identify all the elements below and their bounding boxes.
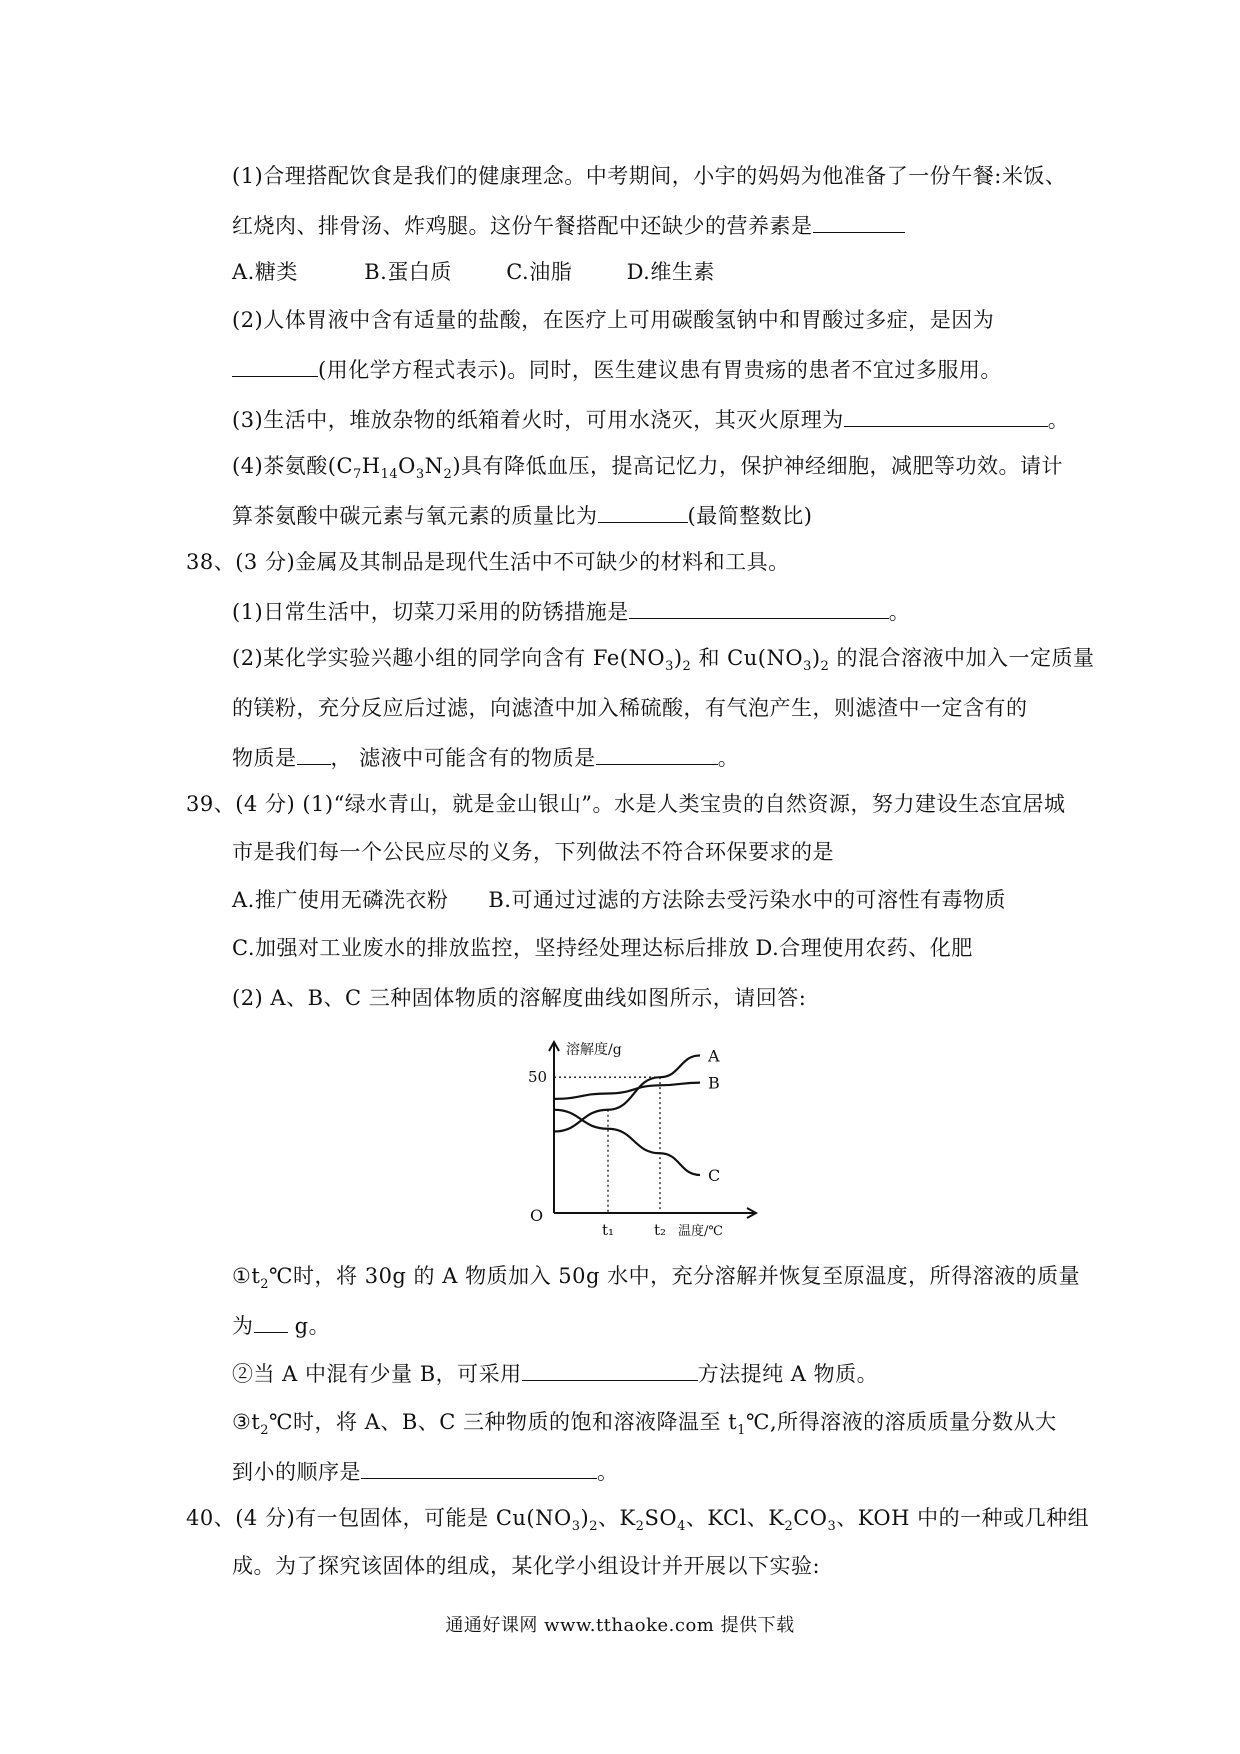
q40-stem-line2 xyxy=(232,1552,820,1580)
curve-a xyxy=(554,1055,700,1131)
option-d: D.维生素 xyxy=(626,260,715,284)
subscript: 2 xyxy=(682,659,692,675)
text: 40、(4 分)有一包固体，可能是 Cu(NO xyxy=(186,1506,572,1530)
q39-sub3-line1 xyxy=(232,1408,1057,1439)
text: (3)生活中，堆放杂物的纸箱着火时，可用水浇灭，其灭火原理为 xyxy=(232,408,844,432)
q37-options xyxy=(232,258,715,286)
q39-options-line2 xyxy=(232,934,973,962)
text: (用化学方程式表示)。同时，医生建议患有胃贵疡的患者不宜过多服用。 xyxy=(318,358,1002,382)
curve-label-a: A xyxy=(708,1046,720,1066)
text: 算茶氨酸中碳元素与氧元素的质量比为 xyxy=(232,504,598,528)
text: 。 xyxy=(717,746,740,770)
answer-blank[interactable] xyxy=(813,210,905,233)
q39-options-line1 xyxy=(232,886,1006,914)
q39-stem-line1 xyxy=(186,790,1066,818)
y-axis-label: 溶解度/g xyxy=(566,1042,622,1058)
subscript: 3 xyxy=(803,659,812,675)
subscript: 1 xyxy=(737,1423,746,1439)
answer-blank[interactable] xyxy=(596,742,718,765)
text: ℃时，将 30g 的 A 物质加入 50g 水中，充分溶解并恢复至原温度，所得溶液的质量 xyxy=(269,1264,1081,1288)
x-tick-label-t1: t₁ xyxy=(602,1221,615,1238)
option-a: A.糖类 xyxy=(232,260,298,284)
subscript: 4 xyxy=(677,1519,686,1535)
q39-sub2 xyxy=(232,1358,878,1388)
q37-part1-line2 xyxy=(232,210,905,240)
text: (1)合理搭配饮食是我们的健康理念。中考期间，小宇的妈妈为他准备了一份午餐:米饭、 xyxy=(232,164,1067,188)
text: CO xyxy=(793,1506,828,1530)
curve-label-c: C xyxy=(708,1165,721,1185)
origin-label: O xyxy=(530,1206,544,1225)
text: ) xyxy=(580,1506,590,1530)
text: 39、(4 分) (1)“绿水青山，就是金山银山”。水是人类宝贵的自然资源，努力建设生态宜居城 xyxy=(186,792,1066,816)
text: H xyxy=(361,454,381,478)
subscript: 3 xyxy=(415,467,425,483)
q37-part4-line2 xyxy=(232,500,812,530)
answer-blank[interactable] xyxy=(232,354,318,377)
text: (1)日常生活中，切菜刀采用的防锈措施是 xyxy=(232,600,629,624)
text: 成。为了探究该固体的组成，某化学小组设计并开展以下实验: xyxy=(232,1554,821,1578)
answer-blank[interactable] xyxy=(361,1456,597,1479)
text: ℃,所得溶液的溶质质量分数从大 xyxy=(745,1410,1057,1434)
q39-stem-line2 xyxy=(232,838,834,866)
text: O xyxy=(398,454,416,478)
option-b: B.可通过过滤的方法除去受污染水中的可溶性有毒物质 xyxy=(488,888,1006,912)
text: ) xyxy=(673,646,683,670)
text: 38、(3 分)金属及其制品是现代生活中不可缺少的材料和工具。 xyxy=(186,550,790,574)
answer-blank[interactable] xyxy=(598,500,688,523)
q39-part2 xyxy=(232,984,806,1012)
q38-part1 xyxy=(232,596,910,626)
curve-b xyxy=(554,1083,700,1099)
text: 的混合溶液中加入一定质量 xyxy=(829,646,1095,670)
option-d: D.合理使用农药、化肥 xyxy=(755,936,973,960)
text: SO xyxy=(644,1506,678,1530)
text: 。 xyxy=(597,1460,619,1484)
curve-label-b: B xyxy=(708,1073,720,1093)
text: ③t xyxy=(232,1410,261,1434)
q38-stem xyxy=(186,548,790,576)
text: 、KOH 中的一种或几种组 xyxy=(836,1506,1090,1530)
solubility-chart-svg xyxy=(520,1028,780,1238)
subscript: 2 xyxy=(260,1423,270,1439)
curve-c xyxy=(554,1110,700,1175)
q40-stem-line1 xyxy=(186,1504,1090,1535)
y-tick-label: 50 xyxy=(528,1068,548,1087)
answer-blank[interactable] xyxy=(629,596,889,619)
q38-part2-line3 xyxy=(232,742,739,772)
subscript: 14 xyxy=(380,467,399,483)
text: (2)某化学实验兴趣小组的同学向含有 Fe(NO xyxy=(232,646,666,670)
q38-part2-line1 xyxy=(232,644,1095,675)
text: (最简整数比) xyxy=(687,504,813,528)
q38-part2-line2 xyxy=(232,694,1028,722)
text: 市是我们每一个公民应尽的义务，下列做法不符合环保要求的是 xyxy=(232,840,834,864)
option-c: C.油脂 xyxy=(506,260,573,284)
q39-sub1-line1 xyxy=(232,1262,1081,1293)
text: 。 xyxy=(888,600,911,624)
text: 、KCl、K xyxy=(685,1506,785,1530)
q37-part1-line1 xyxy=(232,162,1066,190)
text: ②当 A 中混有少量 B，可采用 xyxy=(232,1362,522,1386)
text: ) xyxy=(811,646,821,670)
subscript: 2 xyxy=(443,467,453,483)
q37-part2-line1 xyxy=(232,306,994,334)
text: 方法提纯 A 物质。 xyxy=(697,1362,879,1386)
q39-sub1-line2 xyxy=(232,1310,330,1340)
text: ①t xyxy=(232,1264,261,1288)
subscript: 2 xyxy=(635,1519,645,1535)
subscript: 7 xyxy=(353,467,362,483)
subscript: 2 xyxy=(784,1519,794,1535)
text: N xyxy=(424,454,444,478)
subscript: 2 xyxy=(589,1519,598,1535)
option-a: A.推广使用无磷洗衣粉 xyxy=(232,888,449,912)
answer-blank[interactable] xyxy=(297,742,331,765)
x-tick-label-t2: t₂ xyxy=(654,1221,667,1238)
text: (2)人体胃液中含有适量的盐酸，在医疗上可用碳酸氢钠中和胃酸过多症，是因为 xyxy=(232,308,995,332)
text: ℃时，将 A、B、C 三种物质的饱和溶液降温至 t xyxy=(269,1410,738,1434)
page-footer: 通通好课网 www.tthaoke.com 提供下载 xyxy=(445,1615,795,1636)
text: 为 xyxy=(232,1314,254,1338)
text: 和 Cu(NO xyxy=(691,646,804,670)
text: )具有降低血压，提高记忆力，保护神经细胞，减肥等功效。请计 xyxy=(452,454,1064,478)
subscript: 2 xyxy=(260,1277,270,1293)
x-axis-label: 温度/℃ xyxy=(678,1224,723,1238)
text: 红烧肉、排骨汤、炸鸡腿。这份午餐搭配中还缺少的营养素是 xyxy=(232,214,813,238)
q39-sub3-line2 xyxy=(232,1456,619,1486)
answer-blank[interactable] xyxy=(254,1310,288,1333)
subscript: 3 xyxy=(827,1519,837,1535)
text: 到小的顺序是 xyxy=(232,1460,361,1484)
subscript: 2 xyxy=(820,659,830,675)
q37-part4-line1 xyxy=(232,452,1064,483)
option-b: B.蛋白质 xyxy=(364,260,452,284)
q37-part2-line2 xyxy=(232,354,1002,384)
option-c: C.加强对工业废水的排放监控，坚持经处理达标后排放 xyxy=(232,936,750,960)
text: 。 xyxy=(1047,408,1070,432)
text: 物质是 xyxy=(232,746,297,770)
text: g。 xyxy=(287,1314,331,1338)
answer-blank[interactable] xyxy=(522,1358,698,1381)
q37-part3 xyxy=(232,404,1069,434)
text: ， 滤液中可能含有的物质是 xyxy=(330,746,596,770)
solubility-chart xyxy=(520,1028,780,1238)
text: 的镁粉，充分反应后过滤，向滤渣中加入稀硫酸，有气泡产生，则滤渣中一定含有的 xyxy=(232,696,1028,720)
subscript: 3 xyxy=(665,659,674,675)
text: (4)茶氨酸(C xyxy=(232,454,354,478)
answer-blank[interactable] xyxy=(844,404,1048,427)
text: 、K xyxy=(597,1506,636,1530)
text: (2) A、B、C 三种固体物质的溶解度曲线如图所示，请回答: xyxy=(232,986,807,1010)
subscript: 3 xyxy=(571,1519,581,1535)
